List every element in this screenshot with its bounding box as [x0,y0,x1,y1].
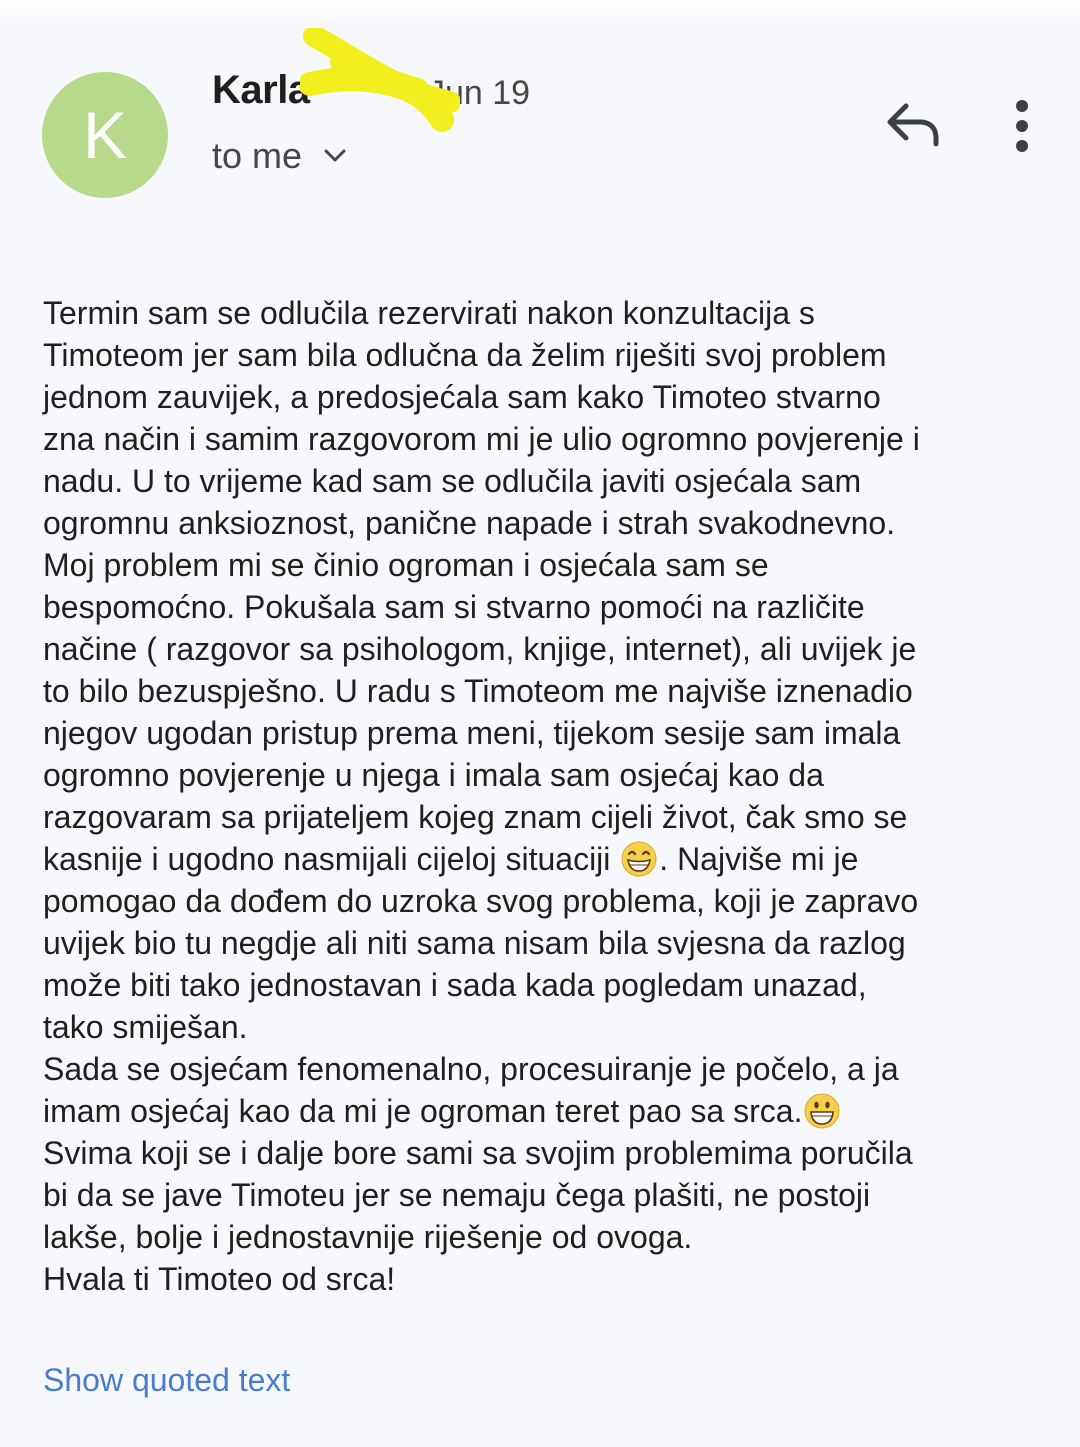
message-body-part-3: Svima koji se i dalje bore sami sa svojim problemima poručila bi da se jave Timoteu jer se nemaju čega plašiti, ne postoji lakše, bolje i jednostavnije riješenje od ovoga. Hvala ti Timoteo od srca! [43,1135,913,1297]
avatar[interactable]: K [42,72,168,198]
chevron-down-icon [324,149,346,163]
message-body-part-2: . Najviše mi je pomogao da dođem do uzroka svog problema, koji je zapravo uvijek bio tu negdje ali niti sama nisam bila svjesna da razlog može biti tako jednostavan i sada kada pogledam unazad, tako smiješan. Sada se osjećam fenomenalno, procesuiranje je počelo, a ja imam osjećaj kao da mi je ogroman teret pao sa srca. [43,841,919,1129]
more-options-button[interactable] [1002,98,1042,154]
recipient-toggle[interactable] [212,134,346,178]
message-body-part-1: Termin sam se odlučila rezervirati nakon konzultacija s Timoteom jer sam bila odlučna da želim riješiti svoj problem jednom zauvijek, a predosjećala sam kako Timoteo stvarno zna način i samim razgovorom mi je ulio ogromno povjerenje i nadu. U to vrijeme kad sam se odlučila javiti osjećala sam ogromnu anksioznost, panične napade i strah svakodnevno. Moj problem mi se činio ogroman i osjećala sam se bespomoćno. Pokušala sam si stvarno pomoći na različite načine ( razgovor sa psihologom, knjige, internet), ali uvijek je to bilo bezuspješno. U radu s Timoteom me najviše iznenadio njegov ugodan pristup prema meni, tijekom sesije sam imala ogromno povjerenje u njega i imala sam osjećaj kao da razgovaram sa prijateljem kojeg znam cijeli život, čak smo se kasnije i ugodno nasmijali cijeloj situaciji [43,295,920,877]
top-edge [0,0,1080,22]
vertical-dots-icon [1002,98,1042,154]
message-body [43,292,1053,1300]
grinning-face-with-smiling-eyes-icon [621,841,657,877]
message-date: Jun 19 [428,74,531,112]
sender-row [212,68,310,124]
reply-arrow-icon [884,100,942,150]
reply-button[interactable] [884,100,942,150]
grinning-face-icon [804,1093,840,1129]
show-quoted-text-link[interactable]: Show quoted text [43,1362,291,1398]
redaction-scribble [300,28,460,138]
recipient-label: to me [212,135,303,176]
sender-name[interactable]: Karla [212,68,310,112]
